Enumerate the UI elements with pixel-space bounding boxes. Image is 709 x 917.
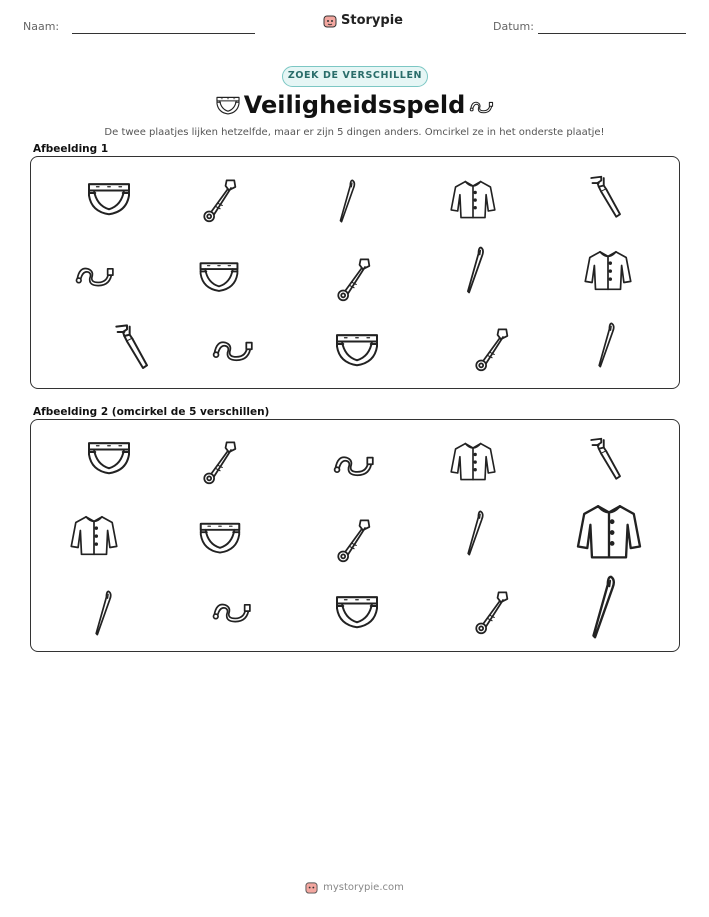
mascot-icon <box>305 881 318 894</box>
date-field-line[interactable] <box>538 33 686 34</box>
brand-logo <box>323 13 403 28</box>
picture-2-label: Afbeelding 2 (omcirkel de 5 verschillen) <box>33 406 270 418</box>
activity-badge: ZOEK DE VERSCHILLEN <box>282 66 428 87</box>
safety-pin-icon <box>469 325 513 373</box>
diaper-icon <box>196 255 242 297</box>
shirt-icon <box>583 247 633 293</box>
open-pin-icon <box>210 329 254 365</box>
title-open-pin-icon <box>468 96 494 114</box>
picture-2-panel <box>30 419 680 652</box>
shirt-icon[interactable] <box>449 439 497 483</box>
name-field-line[interactable] <box>72 33 255 34</box>
needle-icon[interactable] <box>585 572 621 642</box>
open-pin-icon[interactable] <box>210 592 252 626</box>
diaper-icon[interactable] <box>84 436 134 478</box>
safety-pin-icon[interactable] <box>469 588 513 636</box>
safety-pin-icon[interactable] <box>331 516 375 564</box>
footer-url[interactable]: mystorypie.com <box>323 882 404 893</box>
diaper-icon[interactable] <box>196 516 244 558</box>
safety-pin-icon <box>331 255 375 303</box>
picture-1-panel <box>30 156 680 389</box>
diaper-icon[interactable] <box>332 590 382 632</box>
shirt-icon[interactable] <box>573 500 645 562</box>
needle-icon <box>336 177 358 225</box>
needle-icon <box>594 320 618 370</box>
date-label: Datum: <box>493 20 534 33</box>
open-pin-icon <box>73 256 115 290</box>
page-title: Veiligheidsspeld <box>243 91 466 119</box>
diaper-icon <box>332 328 382 370</box>
footer <box>0 881 709 894</box>
clamp-icon[interactable] <box>585 435 625 485</box>
shirt-icon[interactable] <box>69 512 119 558</box>
open-pin-icon[interactable] <box>331 444 375 480</box>
picture-1-label: Afbeelding 1 <box>33 143 109 155</box>
needle-icon <box>462 244 488 296</box>
safety-pin-icon <box>197 176 241 224</box>
needle-icon[interactable] <box>91 588 115 638</box>
needle-icon[interactable] <box>463 508 487 558</box>
brand-name: Storypie <box>341 13 403 28</box>
shirt-icon <box>449 177 497 221</box>
mascot-icon <box>323 14 337 28</box>
diaper-icon <box>84 177 134 219</box>
clamp-icon <box>585 173 625 223</box>
instructions: De twee plaatjes lijken hetzelfde, maar er zijn 5 dingen anders. Omcirkel ze in het onderste plaatje! <box>104 127 605 138</box>
name-label: Naam: <box>23 20 60 33</box>
clamp-icon <box>111 321 151 375</box>
safety-pin-icon[interactable] <box>197 438 241 486</box>
